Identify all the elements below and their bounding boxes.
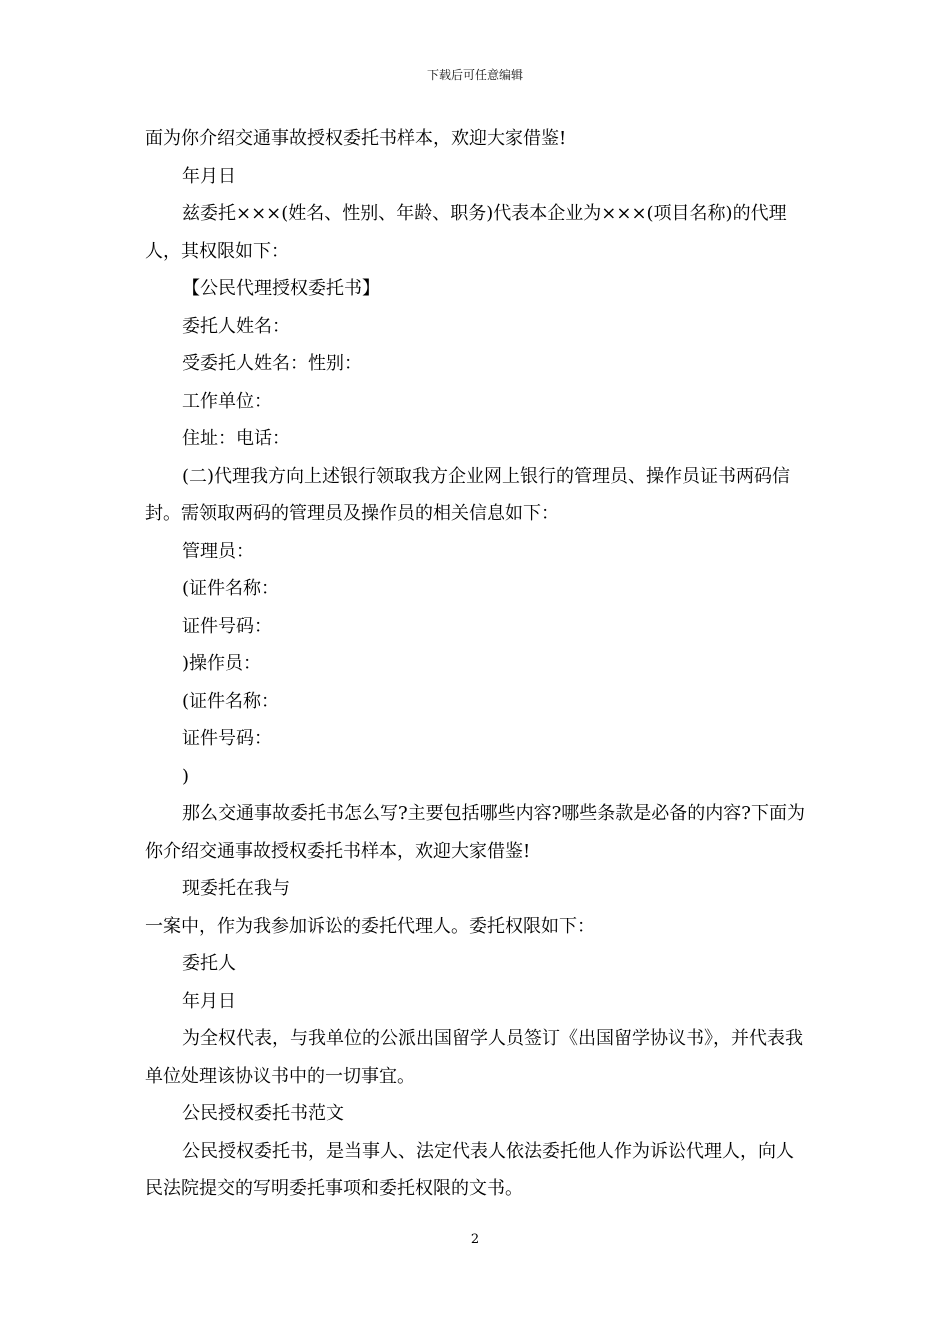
paragraph: 那么交通事故委托书怎么写?主要包括哪些内容?哪些条款是必备的内容?下面为你介绍交通事故授权委托书样本，欢迎大家借鉴! bbox=[145, 803, 805, 862]
paragraph: (证件名称： bbox=[182, 578, 280, 599]
page-number: 2 bbox=[470, 1232, 480, 1247]
paragraph: 现委托在我与 bbox=[182, 878, 290, 899]
paragraph: )操作员： bbox=[182, 653, 262, 674]
paragraph: 年月日 bbox=[182, 165, 236, 187]
paragraph: 一案中，作为我参加诉讼的委托代理人。委托权限如下： bbox=[145, 915, 595, 937]
page-header: 下载后可任意编辑 bbox=[426, 68, 523, 82]
paragraph: 受委托人姓名：性别： bbox=[182, 353, 362, 374]
paragraph: 公民授权委托书，是当事人、法定代表人依法委托他人作为诉讼代理人，向人民法院提交的写明委托事项和委托权限的文书。 bbox=[145, 1140, 794, 1199]
paragraph: 为全权代表，与我单位的公派出国留学人员签订《出国留学协议书》，并代表我单位处理该协议书中的一切事宜。 bbox=[145, 1028, 803, 1087]
paragraph: 证件号码： bbox=[182, 615, 272, 637]
paragraph: 委托人姓名： bbox=[182, 315, 290, 337]
paragraph: 委托人 bbox=[182, 953, 236, 974]
paragraph: 公民授权委托书范文 bbox=[182, 1103, 344, 1124]
paragraph: 面为你介绍交通事故授权委托书样本，欢迎大家借鉴! bbox=[145, 128, 567, 149]
paragraph: 【公民代理授权委托书】 bbox=[182, 278, 380, 299]
paragraph: 工作单位： bbox=[182, 390, 272, 412]
paragraph: ) bbox=[182, 765, 190, 787]
paragraph: 兹委托×××(姓名、性别、年龄、职务)代表本企业为×××(项目名称)的代理人，其权限如下： bbox=[145, 203, 787, 262]
paragraph: (证件名称： bbox=[182, 690, 280, 712]
paragraph: 管理员： bbox=[182, 540, 254, 562]
paragraph: 证件号码： bbox=[182, 728, 272, 749]
document-body bbox=[145, 120, 807, 1208]
paragraph: 年月日 bbox=[182, 990, 236, 1012]
paragraph: 住址：电话： bbox=[182, 428, 290, 449]
paragraph: (二)代理我方向上述银行领取我方企业网上银行的管理员、操作员证书两码信封。需领取两码的管理员及操作员的相关信息如下： bbox=[145, 465, 791, 524]
